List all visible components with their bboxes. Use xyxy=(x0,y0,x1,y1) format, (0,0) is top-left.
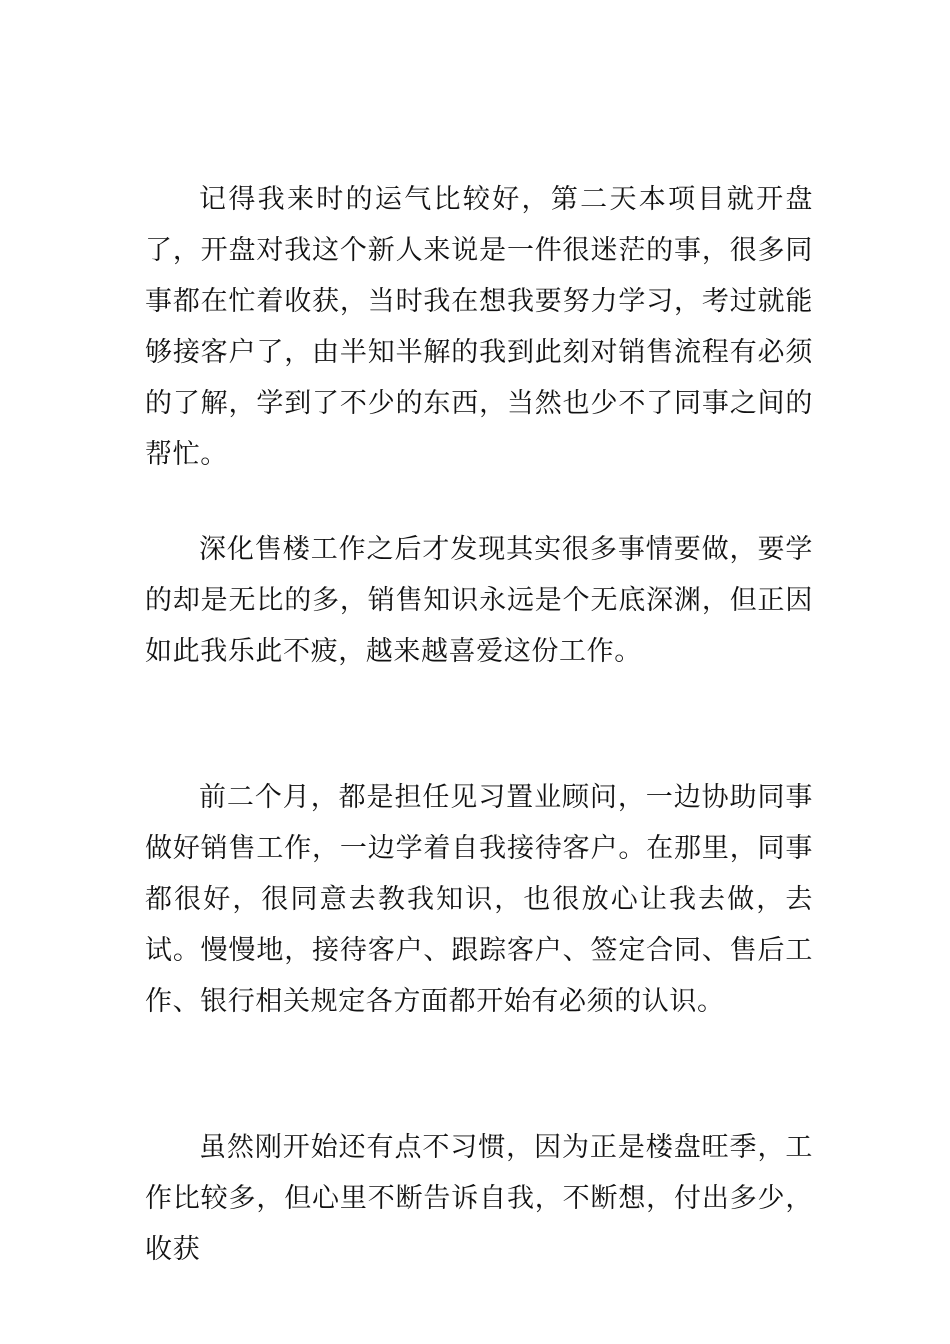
paragraph-3: 前二个月，都是担任见习置业顾问，一边协助同事做好销售工作，一边学着自我接待客户。在那里，同事都很好，很同意去教我知识，也很放心让我去做，去试。慢慢地，接待客户、跟踪客户、签定合同、售后工作、银行相关规定各方面都开始有必须的认识。 xyxy=(145,782,813,1017)
paragraph-4: 虽然刚开始还有点不习惯，因为正是楼盘旺季，工作比较多，但心里不断告诉自我，不断想，付出多少，收获 xyxy=(145,1132,813,1265)
paragraph-1: 记得我来时的运气比较好，第二天本项目就开盘了，开盘对我这个新人来说是一件很迷茫的事，很多同事都在忙着收获，当时我在想我要努力学习，考过就能够接客户了，由半知半解的我到此刻对销售流程有必须的了解，学到了不少的东西，当然也少不了同事之间的帮忙。 xyxy=(145,184,813,470)
paragraph-2: 深化售楼工作之后才发现其实很多事情要做，要学的却是无比的多，销售知识永远是个无底深渊，但正因如此我乐此不疲，越来越喜爱这份工作。 xyxy=(145,534,813,667)
